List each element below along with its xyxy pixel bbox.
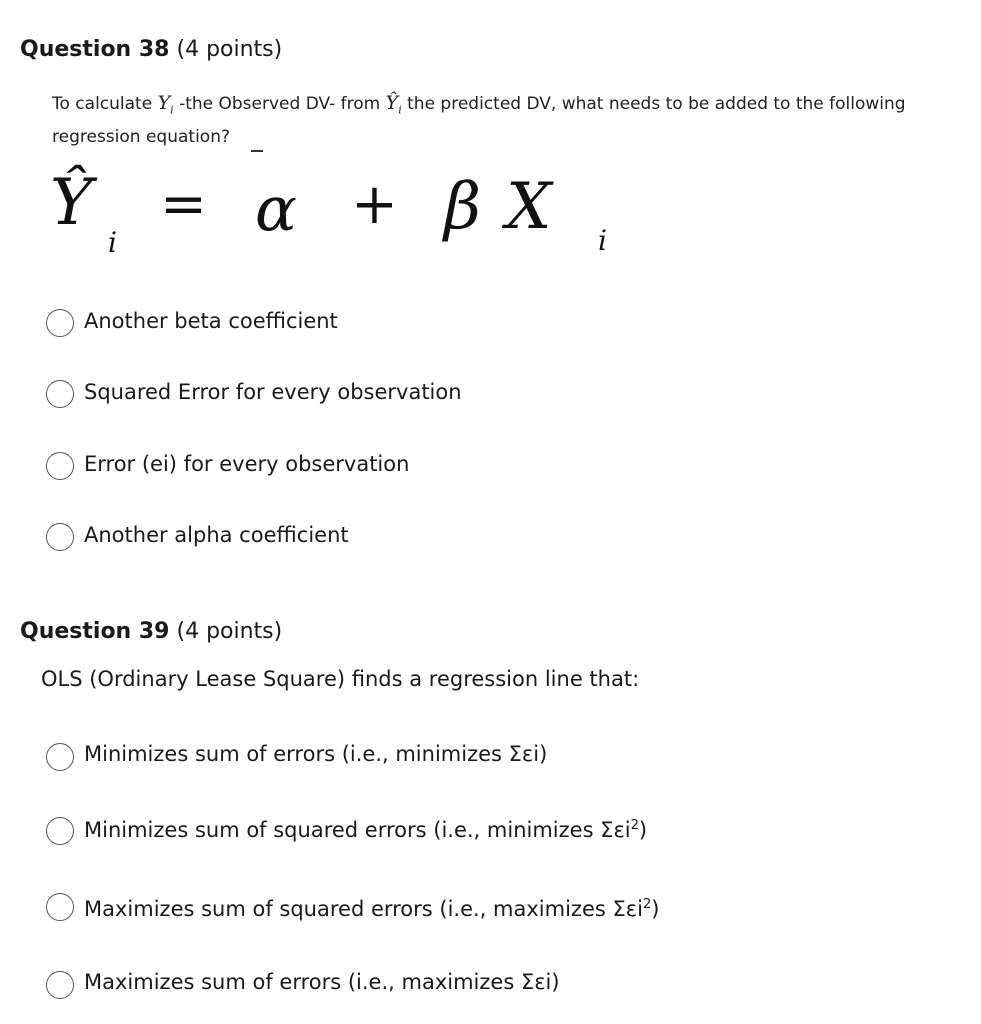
prompt-y-subscript: i [170,103,174,117]
question-39-points: (4 points) [176,619,283,644]
q39-option-3-radio[interactable] [46,893,74,921]
question-38-title: Question 38 [20,37,170,62]
question-38-prompt-line1 [52,92,906,116]
q39-option-3-tail: ) [651,897,660,921]
equation-yhat-subscript: i [108,226,117,259]
q39-option-4-radio[interactable] [46,971,74,999]
q38-option-4-label[interactable]: Another alpha coefficient [84,523,349,547]
q38-option-3-radio[interactable] [46,452,74,480]
q39-option-2-superscript: 2 [630,818,639,833]
q39-option-4-text: Maximizes sum of errors (i.e., maximizes Σεi) [84,970,560,994]
equation-equals: = [160,172,207,237]
q39-option-1-radio[interactable] [46,743,74,771]
question-39-header [20,619,282,644]
equation-yhat: Ŷ [50,166,93,240]
q38-option-2-radio[interactable] [46,380,74,408]
prompt-dash-mark [251,150,263,152]
equation-x: X [506,170,552,244]
q38-option-4-radio[interactable] [46,523,74,551]
q38-option-3-label[interactable]: Error (ei) for every observation [84,452,410,476]
prompt-text-2: -the Observed DV- from [179,94,381,114]
q39-option-2-label[interactable] [84,818,647,842]
equation-x-subscript: i [598,224,607,257]
question-38-header [20,37,282,62]
equation-alpha: α [255,172,297,245]
q39-option-1-label[interactable] [84,742,547,766]
q39-option-2-tail: ) [638,818,648,842]
q38-option-1-radio[interactable] [46,309,74,337]
q39-option-3-text: Maximizes sum of squared errors (i.e., maximizes Σεi [84,897,643,921]
q39-option-3-label[interactable] [84,897,659,921]
prompt-yhat-symbol: Ŷ [385,92,399,114]
equation-plus: + [351,172,398,237]
q39-option-4-label[interactable] [84,970,560,994]
q38-option-1-label[interactable]: Another beta coefficient [84,309,338,333]
prompt-y-symbol: Y [157,92,171,114]
prompt-text-3: the predicted DV, what needs to be added to the following [407,94,906,114]
question-38-points: (4 points) [176,37,283,62]
question-38-prompt-line2: regression equation? [52,127,230,147]
prompt-text-1: To calculate [52,94,153,114]
equation-beta: β [444,170,481,244]
q39-option-2-text: Minimizes sum of squared errors (i.e., minimizes Σεi [84,818,631,842]
question-39-prompt: OLS (Ordinary Lease Square) finds a regression line that: [41,667,640,691]
question-39-title: Question 39 [20,619,170,644]
prompt-yhat-subscript: i [398,103,402,117]
q38-option-2-label[interactable]: Squared Error for every observation [84,380,462,404]
q39-option-3-superscript: 2 [642,897,652,912]
q39-option-2-radio[interactable] [46,817,74,845]
q39-option-1-text: Minimizes sum of errors (i.e., minimizes Σεi) [84,742,548,766]
